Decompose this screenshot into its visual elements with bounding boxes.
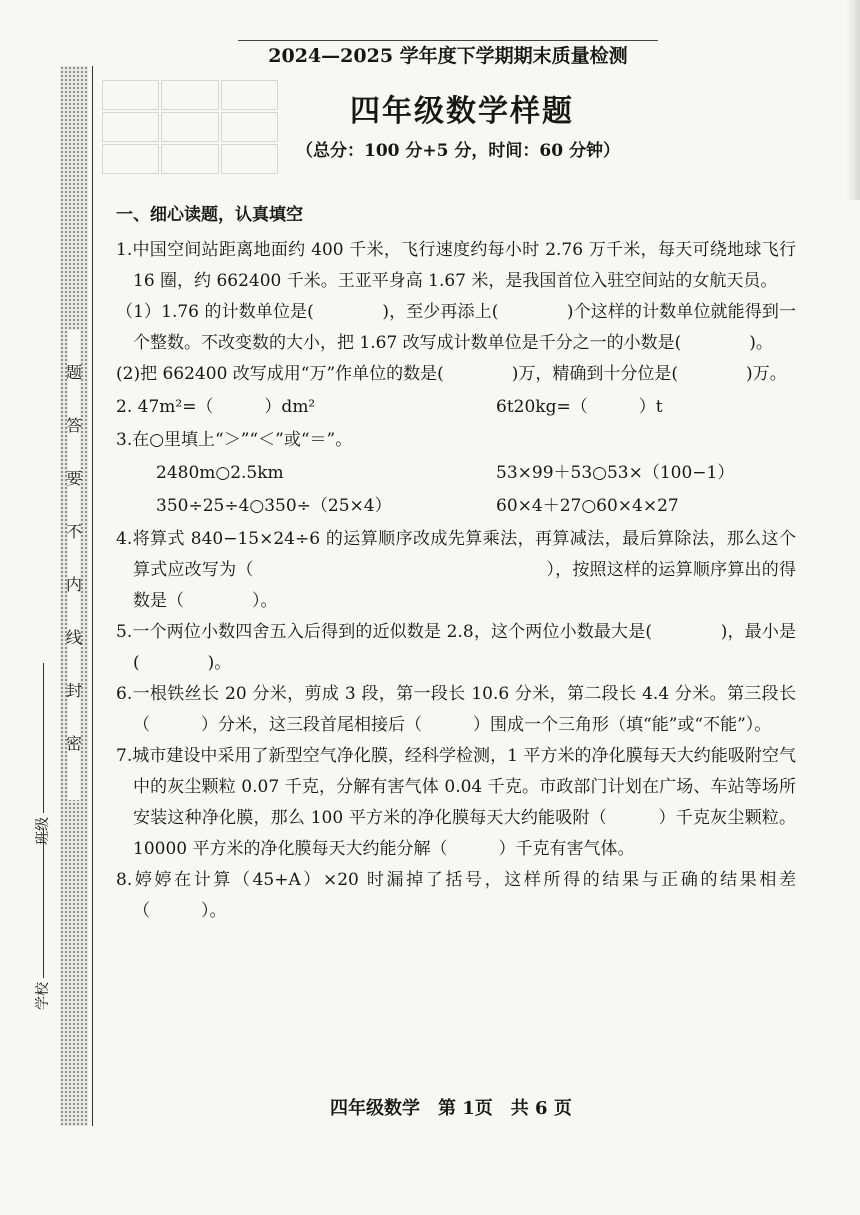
question-1-1: （1）1.76 的计数单位是( )，至少再添上( )个这样的计数单位就能得到一个整数。不改变数的大小，把 1.67 改写成计数单位是千分之一的小数是( )。 <box>116 302 796 353</box>
seal-char: 答 <box>65 416 82 435</box>
class-label: 班级 <box>35 817 51 845</box>
compare-d: 60×4＋27○60×4×27 <box>496 496 679 516</box>
seal-char: 要 <box>65 469 82 488</box>
seal-char: 封 <box>65 681 82 700</box>
section-heading: 一、细心读题，认真填空 <box>116 205 303 225</box>
page-footer: 四年级数学 第 1页 共 6 页 <box>330 1098 572 1119</box>
score-table-ghost <box>100 78 280 176</box>
question-3-row-1 <box>116 458 796 489</box>
seal-line-text <box>62 360 86 754</box>
binding-line <box>92 66 93 1126</box>
seal-char: 密 <box>65 734 82 753</box>
seal-char: 不 <box>65 522 82 541</box>
paper-info: （总分：100 分+5 分，时间：60 分钟） <box>296 141 620 161</box>
school-field[interactable] <box>32 828 52 1010</box>
compare-c: 350÷25÷4○350÷（25×4） <box>156 496 392 516</box>
question-7: 7.城市建设中采用了新型空气净化膜，经科学检测，1 平方米的净化膜每天大约能吸附空气中的灰尘颗粒 0.07 千克，分解有害气体 0.04 千克。市政部门计划在广场、车站等场所安装这种净化膜，那么 100 平方米的净化膜每天大约能吸附（ ）千克灰尘颗粒。10000 平方米的净化膜每天大约能分解（ ）千克有害气体。 <box>116 746 796 859</box>
question-6: 6.一根铁丝长 20 分米，剪成 3 段，第一段长 10.6 分米，第二段长 4.4 分米。第三段长（ ）分米，这三段首尾相接后（ ）围成一个三角形（填“能”或“不能”）。 <box>116 684 796 735</box>
class-field[interactable] <box>32 663 52 845</box>
question-2 <box>116 392 796 423</box>
paper-title: 四年级数学样题 <box>350 94 574 129</box>
seal-char: 内 <box>65 575 82 594</box>
question-8: 8.婷婷在计算（45+A）×20 时漏掉了括号，这样所得的结果与正确的结果相差（ ）。 <box>116 870 796 921</box>
seal-char: 线 <box>65 628 82 647</box>
question-2-left: 2. 47m²=（ ）dm² <box>116 397 316 417</box>
questions <box>116 200 796 927</box>
question-2-right: 6t20kg=（ ）t <box>496 397 663 417</box>
question-3: 3.在○里填上“＞”“＜”或“＝”。 <box>116 430 353 450</box>
compare-b: 53×99＋53○53×（100−1） <box>496 463 735 483</box>
question-1: 1.中国空间站距离地面约 400 千米，飞行速度约每小时 2.76 万千米，每天可绕地球飞行 16 圈，约 662400 千米。王亚平身高 1.67 米，是我国首位入驻空间站的女航天员。 <box>116 240 796 291</box>
compare-a: 2480m○2.5km <box>156 463 284 483</box>
question-4: 4.将算式 840−15×24÷6 的运算顺序改成先算乘法，再算减法，最后算除法，那么这个算式应改写为（ ），按照这样的运算顺序算出的得数是（ ）。 <box>116 529 796 611</box>
question-5: 5.一个两位小数四舍五入后得到的近似数是 2.8，这个两位小数最大是( )，最小是( )。 <box>116 622 796 673</box>
seal-char: 题 <box>65 363 82 382</box>
exam-title: 2024—2025 学年度下学期期末质量检测 <box>238 40 658 68</box>
page-edge-shadow <box>846 0 860 200</box>
school-label: 学校 <box>35 982 51 1010</box>
question-1-2: (2)把 662400 改写成用“万”作单位的数是( )万，精确到十分位是( )万。 <box>116 364 787 384</box>
question-3-row-2 <box>116 491 796 522</box>
